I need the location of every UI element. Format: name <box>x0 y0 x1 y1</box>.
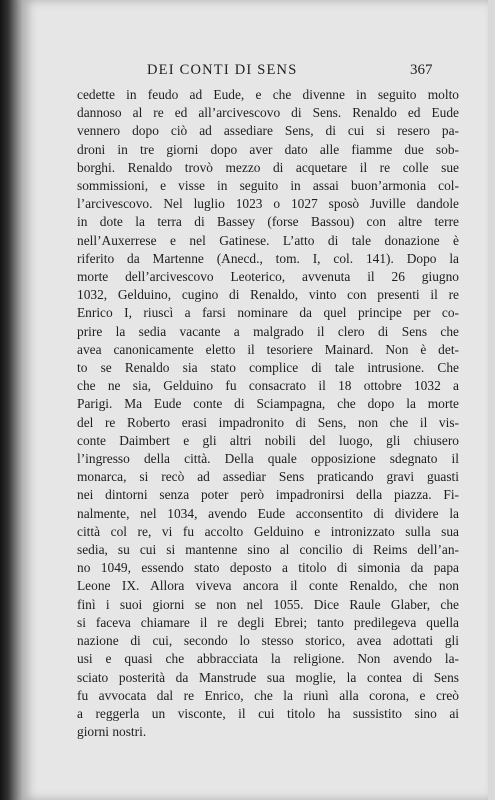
text-line: finì i suoi giorni se non nel 1055. Dice Raule Glaber, che <box>77 596 459 612</box>
text-line: che ne sia, Gelduino fu consacrato il 18 ottobre 1032 a <box>77 378 459 394</box>
text-line: nell’Auxerrese e nel Gatinese. L’atto di tale donazione è <box>77 232 459 248</box>
text-line: droni in tre giorni dopo aver dato alle fiamme due sob- <box>77 141 459 157</box>
text-line: nalmente, nel 1034, avendo Eude acconsentito di dividere la <box>77 505 459 521</box>
text-line: sommissioni, e visse in seguito in assai buon’armonia col- <box>77 178 459 194</box>
text-line: a reggerla un visconte, il cui titolo ha sussistito sino ai <box>77 705 459 721</box>
text-line: nei dintorni senza poter però impadronirsi della piazza. Fi- <box>77 487 459 503</box>
text-line: nazione di cui, secondo lo stesso storico, avea adottati gli <box>77 633 459 649</box>
text-line: dannoso al re ed all’arcivescovo di Sens. Renaldo ed Eude <box>77 105 459 121</box>
book-page <box>22 0 488 800</box>
text-line: cedette in feudo ad Eude, e che divenne in seguito molto <box>77 87 459 102</box>
text-line: conte Daimbert e gli altri nobili del luogo, gli chiusero <box>77 432 459 448</box>
text-line: fu avvocata dal re Enrico, che la riunì alla corona, e creò <box>77 687 459 703</box>
text-line: sciato posterità da Manstrude sua moglie, la contea di Sens <box>77 669 459 685</box>
text-line: morte dell’arcivescovo Leoterico, avvenuta il 26 giugno <box>77 269 459 285</box>
text-line: prire la sedia vacante a malgrado il clero di Sens che <box>77 323 459 339</box>
text-line: sedia, su cui si mantenne sino al concilio di Reims dell’an- <box>77 542 459 558</box>
text-line: città col re, vi fu accolto Gelduino e intronizzato sulla sua <box>77 523 459 539</box>
running-title: DEI CONTI DI SENS <box>147 62 298 78</box>
text-line: in dote la terra di Bassey (forse Bassou) con altre terre <box>77 214 459 230</box>
body-text <box>77 86 459 741</box>
page-number: 367 <box>410 62 433 78</box>
text-line: no 1049, essendo stato deposto a titolo di simonia da papa <box>77 560 459 576</box>
text-line: Parigi. Ma Eude conte di Sciampagna, che dopo la morte <box>77 396 459 412</box>
text-line: Leone IX. Allora viveva ancora il conte Renaldo, che non <box>77 578 459 594</box>
text-line: usi e quasi che abbracciata la religione. Non avendo la- <box>77 651 459 667</box>
text-line: borghi. Renaldo trovò mezzo di acquetare il re colle sue <box>77 159 459 175</box>
text-line: del re Roberto erasi impadronito di Sens, non che il vis- <box>77 414 459 430</box>
text-line: riferito da Martenne (Anecd., tom. I, col. 141). Dopo la <box>77 250 459 266</box>
text-line: l’arcivescovo. Nel luglio 1023 o 1027 sposò Juville dandole <box>77 196 459 212</box>
text-line: avea canonicamente eletto il tesoriere Mainard. Non è det- <box>77 341 459 357</box>
text-line: l’ingresso della città. Della quale opposizione sdegnato il <box>77 451 459 467</box>
text-line: Enrico I, riuscì a farsi nominare da quel principe per co- <box>77 305 459 321</box>
text-line: si faceva chiamare il re degli Ebrei; tanto predilegeva quella <box>77 614 459 630</box>
text-line: 1032, Gelduino, cugino di Renaldo, vinto con presenti il re <box>77 287 459 303</box>
text-line: monarca, si recò ad assediar Sens praticando gravi guasti <box>77 469 459 485</box>
page-header <box>22 62 462 82</box>
text-line: giorni nostri. <box>77 724 147 740</box>
text-line: vennero dopo ciò ad assediare Sens, di cui si resero pa- <box>77 123 459 139</box>
text-line: to se Renaldo sia stato complice di tale intrusione. Che <box>77 360 459 376</box>
